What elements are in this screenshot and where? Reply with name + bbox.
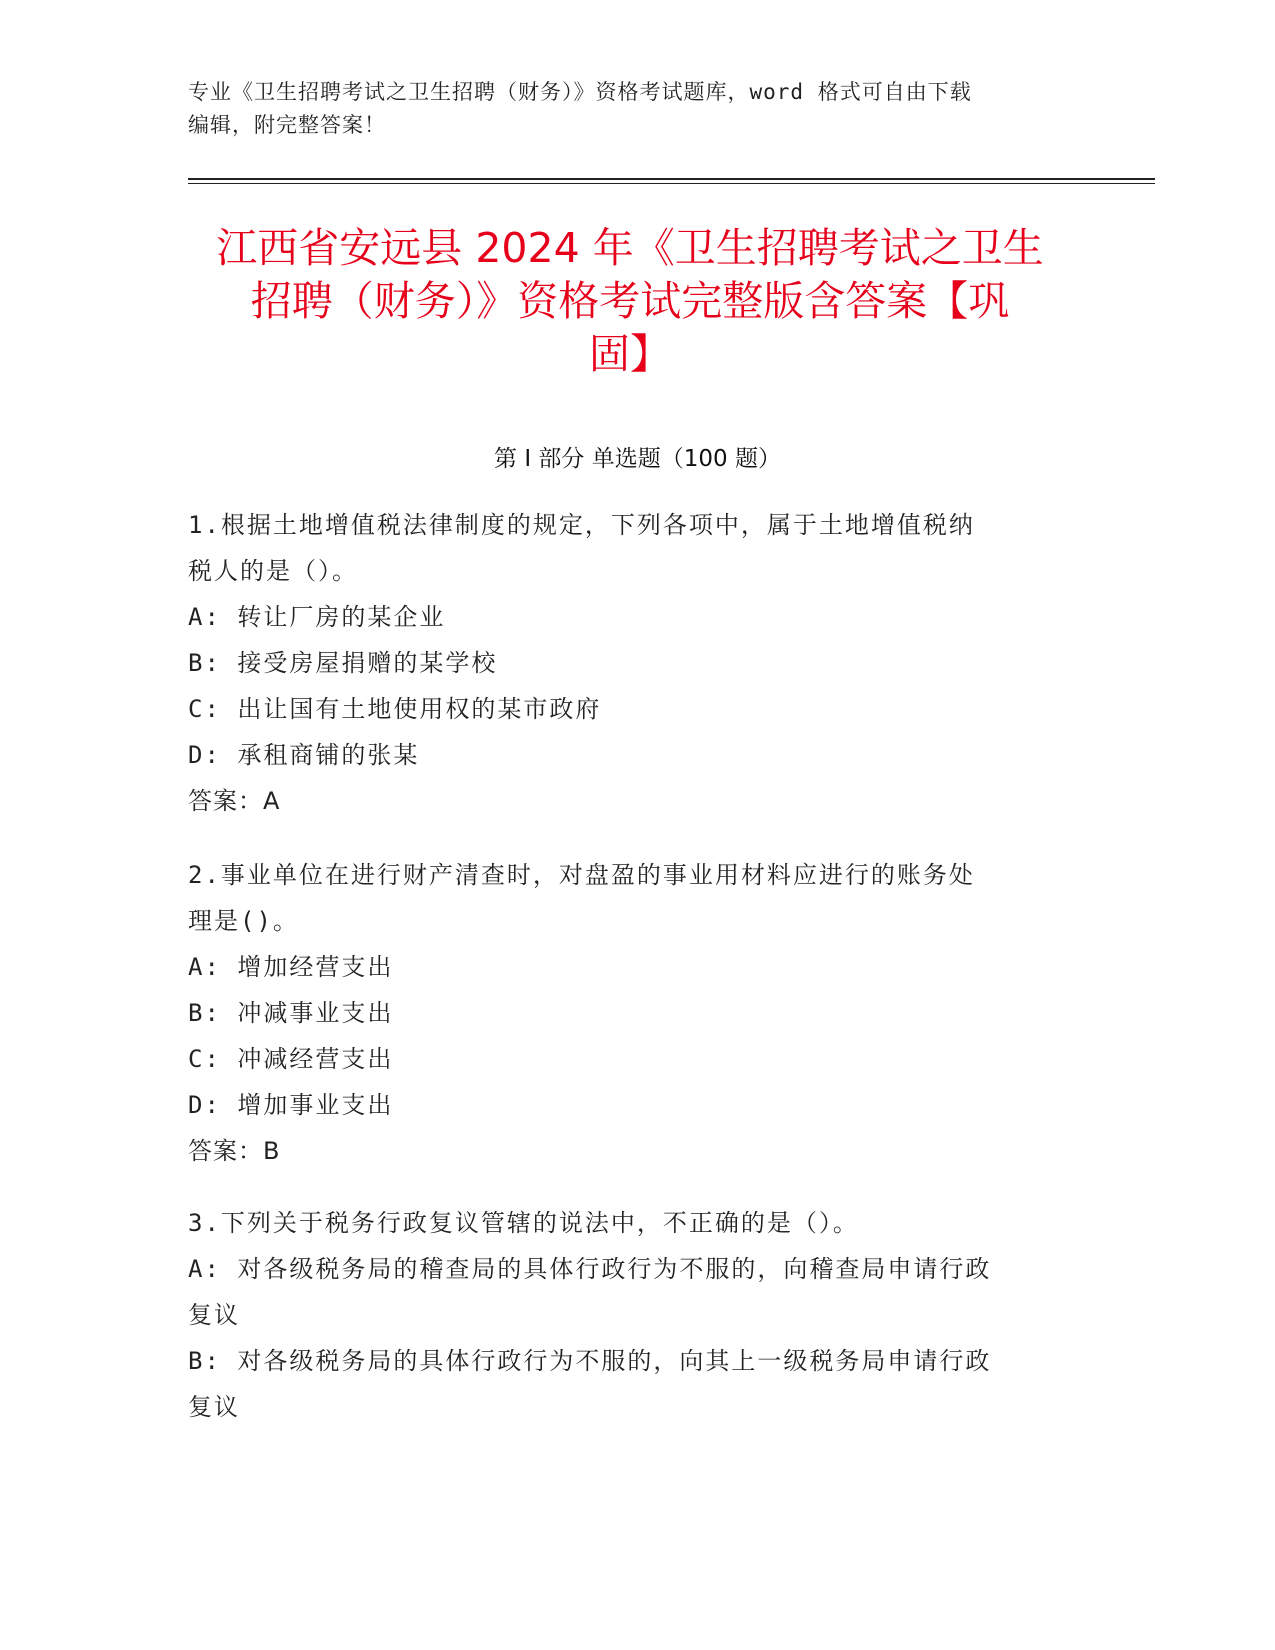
option-a: A: 转让厂房的某企业 [188,603,446,631]
option-b: B: 冲减事业支出 [188,999,394,1027]
option-b: B: 接受房屋捐赠的某学校 [188,649,498,677]
option-b: B: 对各级税务局的具体行政行为不服的，向其上一级税务局申请行政 [188,1347,992,1375]
option-d: D: 增加事业支出 [188,1091,394,1119]
header-divider-thin [188,183,1155,184]
question-3 [188,1200,1068,1430]
question-stem: 税人的是（）。 [188,557,358,585]
option-a: A: 对各级税务局的稽查局的具体行政行为不服的，向稽查局申请行政 [188,1255,992,1283]
document-header [188,76,1088,142]
answer: 答案：B [188,1137,281,1165]
document-title [160,222,1100,381]
option-a: A: 增加经营支出 [188,953,394,981]
option-b-continued: 复议 [188,1393,240,1421]
option-c: C: 冲减经营支出 [188,1045,394,1073]
question-stem: 1.根据土地增值税法律制度的规定，下列各项中，属于土地增值税纳 [188,511,975,539]
question-stem: 2.事业单位在进行财产清查时，对盘盈的事业用材料应进行的账务处 [188,861,975,889]
question-1 [188,502,1068,824]
option-a-continued: 复议 [188,1301,240,1329]
question-2 [188,852,1068,1174]
title-line-2: 招聘（财务）》资格考试完整版含答案【巩 [250,277,1010,325]
title-line-3: 固】 [589,330,671,378]
header-line-1: 专业《卫生招聘考试之卫生招聘（财务）》资格考试题库，word 格式可自由下载 [188,80,972,104]
section-title: 第 I 部分 单选题（100 题） [494,446,781,472]
option-d: D: 承租商铺的张某 [188,741,420,769]
answer: 答案：A [188,787,281,815]
header-line-2: 编辑，附完整答案！ [188,113,386,137]
question-stem: 理是()。 [188,907,299,935]
question-stem: 3.下列关于税务行政复议管辖的说法中，不正确的是（）。 [188,1209,859,1237]
option-c: C: 出让国有土地使用权的某市政府 [188,695,602,723]
header-divider-thick [188,178,1155,180]
title-line-1: 江西省安远县 2024 年《卫生招聘考试之卫生 [216,224,1044,272]
